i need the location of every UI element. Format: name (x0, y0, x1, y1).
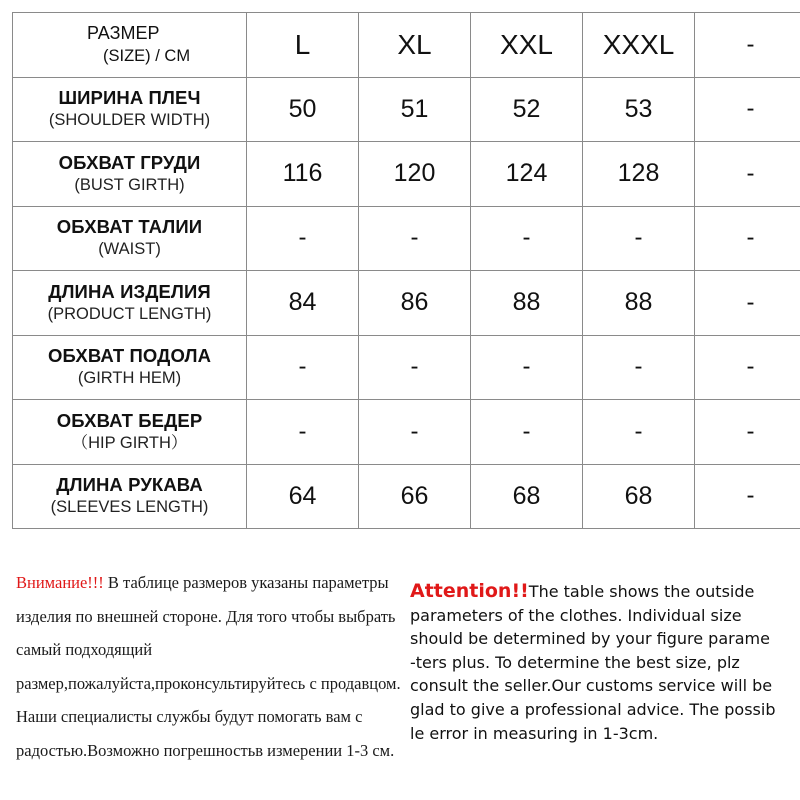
value: 52 (512, 94, 541, 123)
notice-text-ru: В таблице размеров указаны параметры изделия по внешней стороне. Для того чтобы выбрать самый подходящий размер,пожалуйста,проконсультируйтесь с продавцом. Наши специалисты службы будут помогать вам с радостью.Возможно погрешностьв измерении 1-3 см. (16, 573, 401, 760)
row-label-cell (13, 464, 247, 529)
value: 68 (624, 481, 653, 510)
value-cell (695, 77, 800, 142)
value: - (746, 288, 755, 316)
value-cell (247, 142, 359, 207)
header-label-ru: РАЗМЕР (87, 22, 160, 43)
notice-russian (16, 566, 406, 767)
value-cell (247, 206, 359, 271)
value-cell (247, 77, 359, 142)
notice-english (410, 580, 800, 745)
table-row (13, 142, 800, 207)
value-cell (471, 464, 583, 529)
row-label-en: (SHOULDER WIDTH) (48, 111, 211, 130)
row-label-en: (SLEEVES LENGTH) (50, 498, 209, 517)
value: - (522, 417, 531, 445)
value: 128 (617, 159, 660, 188)
table-row (13, 400, 800, 465)
value-cell (583, 142, 695, 207)
value: 66 (400, 481, 429, 510)
table-row (13, 206, 800, 271)
row-label-ru: ДЛИНА ИЗДЕЛИЯ (48, 280, 211, 302)
attention-label-ru: Внимание!!! (16, 573, 104, 592)
row-label-cell (13, 206, 247, 271)
row-label-ru: ОБХВАТ ПОДОЛА (47, 345, 212, 367)
size-header-cell (471, 13, 583, 78)
value: - (746, 417, 755, 445)
table-row (13, 464, 800, 529)
size-header: XL (397, 28, 432, 60)
size-header: L (294, 28, 311, 60)
value: 51 (400, 94, 429, 123)
value-cell (471, 77, 583, 142)
value: 88 (624, 288, 653, 317)
value: 120 (393, 159, 436, 188)
row-label-cell (13, 335, 247, 400)
table-header-row (13, 13, 800, 78)
row-label-cell (13, 400, 247, 465)
row-label-ru: ОБХВАТ ГРУДИ (58, 151, 201, 173)
value: - (634, 353, 643, 381)
value-cell (471, 206, 583, 271)
row-label-en: （HIP GIRTH） (71, 433, 188, 452)
value-cell (583, 77, 695, 142)
notice-line: parameters of the clothes. Individual size (410, 605, 742, 625)
notice-line: should be determined by your figure parame (410, 629, 770, 649)
size-header-cell (583, 13, 695, 78)
value: - (298, 417, 307, 445)
value-cell (471, 271, 583, 336)
value: 124 (505, 159, 548, 188)
row-label-cell (13, 142, 247, 207)
value-cell (695, 335, 800, 400)
value-cell (359, 206, 471, 271)
value: - (634, 417, 643, 445)
notice-line: le error in measuring in 1-3cm. (410, 723, 659, 743)
value: 86 (400, 288, 429, 317)
row-label-en: (BUST GIRTH) (74, 175, 185, 194)
value-cell (583, 335, 695, 400)
value: - (410, 224, 419, 252)
value: 64 (288, 481, 317, 510)
attention-label-en: Attention!! (410, 580, 529, 602)
row-label-ru: ДЛИНА РУКАВА (56, 474, 203, 496)
value: 88 (512, 288, 541, 317)
value-cell (471, 400, 583, 465)
value-cell (247, 335, 359, 400)
value-cell (359, 77, 471, 142)
notice-line: -ters plus. To determine the best size, plz (410, 652, 740, 672)
value: - (746, 224, 755, 252)
row-label-cell (13, 271, 247, 336)
value-cell (471, 335, 583, 400)
notice-line: consult the seller.Our customs service will be (410, 676, 773, 696)
value-cell (247, 271, 359, 336)
value-cell (359, 271, 471, 336)
row-label-ru: ШИРИНА ПЛЕЧ (58, 87, 201, 109)
value-cell (695, 206, 800, 271)
value-cell (583, 271, 695, 336)
value: - (746, 353, 755, 381)
row-label-cell (13, 77, 247, 142)
row-label-en: (WAIST) (98, 240, 161, 259)
notice-line (410, 580, 800, 604)
value: 84 (288, 288, 317, 317)
row-label-ru: ОБХВАТ БЕДЕР (56, 409, 203, 431)
value-cell (583, 464, 695, 529)
value: - (746, 95, 755, 123)
row-label-ru: ОБХВАТ ТАЛИИ (56, 216, 203, 238)
value: - (634, 224, 643, 252)
value-cell (359, 464, 471, 529)
value-cell (583, 400, 695, 465)
value-cell (695, 271, 800, 336)
value: 50 (288, 94, 317, 123)
value-cell (583, 206, 695, 271)
value-cell (247, 464, 359, 529)
value-cell (695, 464, 800, 529)
value-cell (247, 400, 359, 465)
row-label-en: (GIRTH HEM) (77, 369, 182, 388)
value-cell (359, 400, 471, 465)
size-header: - (746, 30, 755, 58)
size-table (12, 12, 800, 529)
value: - (410, 417, 419, 445)
value: - (298, 224, 307, 252)
notice-line-text: The table shows the outside (528, 582, 755, 601)
size-header: XXL (500, 28, 553, 60)
size-header-cell (359, 13, 471, 78)
value: - (410, 353, 419, 381)
table-row (13, 335, 800, 400)
value: - (746, 482, 755, 510)
size-header-cell (695, 13, 800, 78)
value: - (298, 353, 307, 381)
value: - (746, 159, 755, 187)
size-header-cell (247, 13, 359, 78)
table-row (13, 271, 800, 336)
value-cell (695, 400, 800, 465)
size-header: XXXL (602, 28, 675, 60)
value: 53 (624, 94, 653, 123)
table-row (13, 77, 800, 142)
value-cell (695, 142, 800, 207)
value: 68 (512, 481, 541, 510)
value-cell (359, 142, 471, 207)
header-label-en: (SIZE) / CM (103, 46, 191, 65)
value: - (522, 353, 531, 381)
row-label-en: (PRODUCT LENGTH) (47, 304, 212, 323)
value: - (522, 224, 531, 252)
value-cell (359, 335, 471, 400)
header-label-cell (13, 13, 247, 78)
value: 116 (282, 159, 323, 188)
value-cell (471, 142, 583, 207)
notice-line: glad to give a professional advice. The possib (410, 699, 776, 719)
